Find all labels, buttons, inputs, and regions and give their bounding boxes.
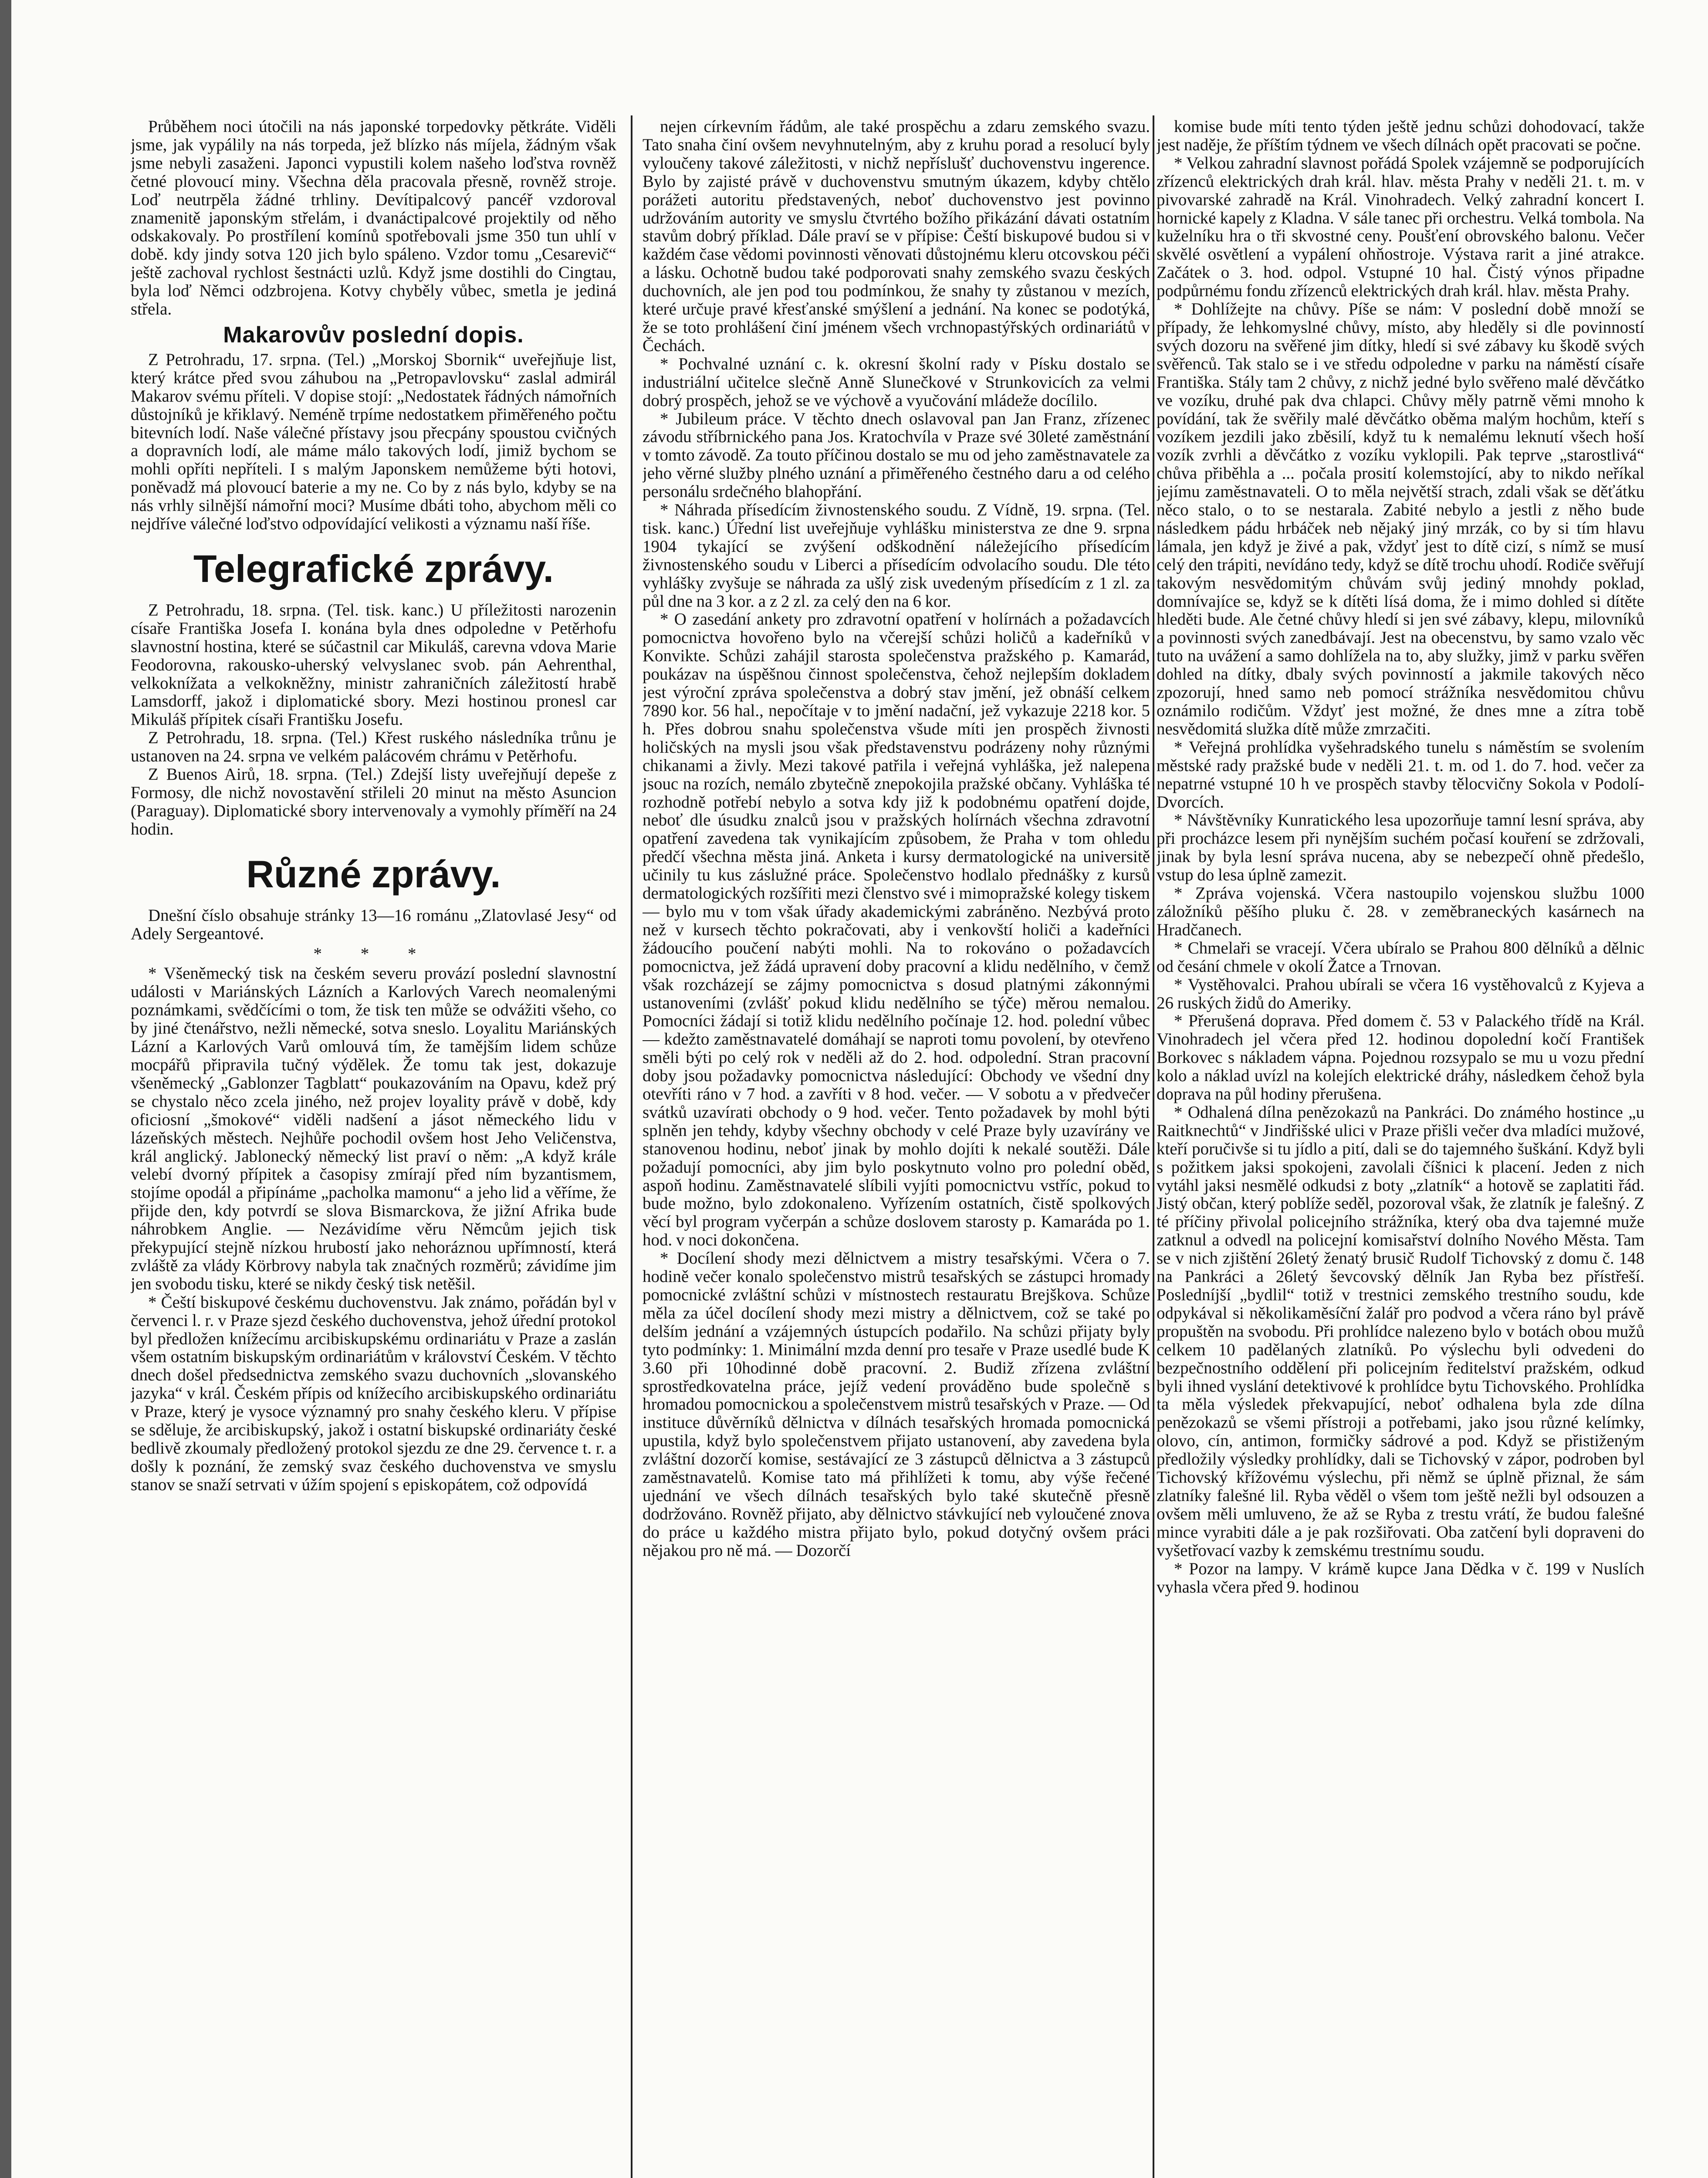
- article-commendation: * Pochvalné uznání c. k. okresní školní rady v Písku dostalo se industriální učitelce slečně Anně Slunečkové v Strunkovicích za velmi dobrý prospěch, jehož se ve výchově a vyučování mládeže docílilo.: [643, 354, 1150, 410]
- article-barbers-meeting: * O zasedání ankety pro zdravotní opatření v holírnách a požadavcích pomocnictva hovořeno bylo na včerejší schůzi holičů a kadeřníků v Konvikte. Schůzi zahájil starosta společenstva pražského p. Kamarád, poukázav na úspěšnou činnost společenstva, čehož nejlepším dokladem jest výroční zpráva společenstva a dobrý stav jmění, jež obnáší celkem 7890 kor. 56 hal., nepočítaje v to jmění nadační, jež vykazuje 2218 kor. 5 h. Přes dobrou snahu společenstva všude míti jen prospěch živnosti holičských na mysli jsou však představenstvu podrázeny nohy různými chikanami a živly. Mezi takové patřila i veřejná vyhláška, jež nalepena jsouc na rozích, nemálo zbytečně znepokojila pražské občany. Vyhláška té rozhodně potřebí nebylo a sotva kdy již k podobnému opatření dojde, neboť dle úsudku znalců jsou v pražských holírnách všechna zdravotní opatření zavedena tak vynikajícím způsobem, že Praha v tom ohledu předčí všechna města jiná. Anketa i kursy dermatologické na universitě učinily tu kus záslužné práce. Společenstvo hodlalo přednášky z kursů dermatologických rozšířiti mezi členstvo své i mimopražské kolegy tiskem — bylo mu v tom však úřady akademickými zabráněno. Nezbývá proto než v kursech těchto pokračovati, aby i venkovští holiči a kadeřníci žádoucího poučení nabýti mohli. Na to rokováno o požadavcích pomocnictva, jež žádá upravení doby pracovní a klidu nedělního, v čemž však rozcházejí se zájmy pomocnictva s dosud platnými zákonnými ustanoveními (zvlášť pokud klidu nedělního se týče) měrou nemalou. Pomocníci žádají si totiž klidu nedělního počínaje 12. hod. polední vůbec — kdežto zaměstnavatelé domáhají se naproti tomu povolení, by otevřeno směli býti po celý rok v neděli až do 2. hod. odpolední. Stran pracovní doby jsou požadavky pomocnictva následující: Obchody ve všední dny otevříti ráno v 7 hod. a zavříti v 8 hod. večer. — V sobotu a v předvečer svátků uzavírati obchody o 9 hod. večer. Tento požadavek by mohl býti splněn jen tehdy, kdyby všechny obchody v celé Praze byly uzavírány ve stanovenou hodinu, neboť jinak by mohlo dojíti k nekalé soutěži. Dále požadují pomocníci, aby jim bylo poskytnuto volno pro polední oběd, aspoň hodinu. Zaměstnavatelé slíbili vyjíti pomocnictvu vstříc, pokud to bude možno, bylo zdokonaleno. Vyřízením ostatních, čistě spolkových věcí byl program vyčerpán a schůze doslovem starosty p. Kamaráda po 1. hod. v noci dokončena.: [643, 610, 1150, 1250]
- article-carpenters-agreement: * Docílení shody mezi dělnictvem a mistry tesařskými. Včera o 7. hodině večer konalo společenstvo mistrů tesařských se zástupci hromady pomocnické zvláštní schůzi v místnostech restauratu Brejškova. Schůze měla za účel docílení shody mezi mistry a dělnictvem, což se také po delším jednání a vzájemných ústupcích podařilo. Na schůzi přijaty byly tyto podmínky: 1. Minimální mzda denní pro tesaře v Praze usedlé bude K 3.60 při 10hodinné době pracovní. 2. Budiž zřízena zvláštní sprostředkovatelna práce, jejíž vedení prováděno bude společně s hromadou pomocnickou a společenstvem mistrů tesařských v Praze. — Od instituce důvěrníků dělnictva v dílnách tesařských hromada pomocnická upustila, když bylo společenstvem přijato ustanovení, aby zavedena byla zvláštní dozorčí komise, sestávající ze 3 zástupců dělnictva a 3 zástupců zaměstnavatelů. Komise tato má přihlížeti k tomu, aby výše řečené ujednání ve všech dílnách tesařských bylo také skutečně přesně dodržováno. Rovněž přijato, aby dělnictvo stávkující neb vyloučené znova do práce u každého mistra přijato bylo, pokud dotyčný ovšem práci nějakou pro ně má. — Dozorčí: [643, 1249, 1150, 1560]
- article-garden-festival: * Velkou zahradní slavnost pořádá Spolek vzájemně se podporujících zřízenců elektrických drah král. hlav. města Prahy v neděli 21. t. m. v pivovarské zahradě na Král. Vinohradech. Velký zahradní koncert I. hornické kapely z Kladna. V sále tanec při orchestru. Velká tombola. Na kuželníku hra o tři skvostné ceny. Poušťení obrovského balonu. Večer skvělé osvětlení a vypálení ohňostroje. Výstava rarit a jiné atrakce. Začátek o 3. hod. odpol. Vstupné 10 hal. Čistý výnos připadne podpůrnému fondu zřízenců elektrických drah král. hlav. města Prahy.: [1157, 153, 1644, 301]
- heading-makarov-letter: Makarovův poslední dopis.: [223, 322, 524, 348]
- column-2: [643, 118, 1150, 2178]
- column-rule-2: [1153, 115, 1154, 2178]
- article-vysehrad-tunnel: * Veřejná prohlídka vyšehradského tunelu s náměstím se svolením městské rady pražské bude v neděli 21. t. m. od 1. do 7. hod. večer za nepatrné vstupné 10 h ve prospěch stavby tělocvičny Sokola v Podolí-Dvorcích.: [1157, 737, 1644, 812]
- article-cesarevic-report: Průběhem noci útočili na nás japonské torpedovky pětkráte. Viděli jsme, jak vypálily na nás torpeda, jež blízko nás míjela, žádným však jsme nebyli zasaženi. Japonci vypustili kolem našeho loďstva rovněž četné plovoucí miny. Všechna děla pracovala přesně, rovněž stroje. Loď neutrpěla žádné trhliny. Devítipalcový pancéř vzdoroval znamenitě japonským střelám, i dvanáctipalcové projektily od něho odskakovaly. Po prostřílení komínů spotřebovali jsme 350 tun uhlí v době. kdy jindy sotva 120 jich bylo spáleno. Vzdor tomu „Cesarevič“ ještě zachoval rychlost šestnácti uzlů. Když jsme dostihli do Cingtau, byla loď Němci odzbrojena. Kotvy chyběly vůbec, smetla je jediná střela.: [131, 118, 616, 319]
- article-military-news: * Zpráva vojenská. Včera nastoupilo vojenskou službu 1000 záložníků pěšího pluku č. 28. v zeměbraneckých kasárnech na Hradčanech.: [1157, 884, 1644, 939]
- article-nannies: * Dohlížejte na chůvy. Píše se nám: V poslední době množí se případy, že lehkomyslné chůvy, místo, aby hleděly si dle povinností svých dozoru na svěřené jim dítky, hledí si své zábavy ku škodě svých svěřenců. Tak stalo se i ve středu odpoledne v parku na náměstí císaře Františka. Stály tam 2 chůvy, z nichž jedné bylo svěřeno malé děvčátko ve vozíku, druhé pak dva chlapci. Chůvy měly patrně věmi mnoho k povídání, tak že svěřily malé děvčátko oběma malým hochům, kteří s vozíkem jezdili jako zběsilí, když tu k nemalému leknutí všech hoší vozík zvrhli a děvčátko z vozíku vyklopili. Pak teprve „starostlivá“ chůva přiběhla a ... počala prosití kolemstojící, aby to nikdo neříkal jejímu zaměstnavateli. O to měla největší strach, zdali však se děťátku něco stalo, o to se nestarala. Zabité nebylo a jestli z něho bude následkem pádu hrbáček neb nějaký jiný mrzák, co by si tím hlavu lámala, jen když je živé a pak, vždyť jest to dítě cizí, s nímž se musí celý den trápiti, nevídáno tedy, když se dítě trochu uhodí. Rodiče svěřují takovým nesvědomitým chůvám svůj jediný mnohdy poklad, domnívajíce se, když se k dítěti lísá doma, že i mimo dohled si dítěte hleděti bude. Ale četné chůvy hledí si jen své zábavy, klepu, milovníků a povinnosti svých zanedbávají. Jest na obecenstvu, by samo vzalo věc tuto na uvážení a samo dohlížela na to, aby služky, jimž v parku svěřen dohled na dítky, dbaly svých povinností a jakmile takových něco zpozorují, hned samo neb pomocí strážníka nesvědomitou chůvu oznámilo rodičům. Vždyť jest možné, že dnes mne a zítra tobě nesvědomitá služka dítě může zmrzačiti.: [1157, 300, 1644, 738]
- article-hop-pickers: * Chmelaři se vracejí. Včera ubíralo se Prahou 800 dělníků a dělnic od česání chmele v okolí Žatce a Trnovan.: [1157, 938, 1644, 976]
- article-pangerman-press: * Všeněmecký tisk na českém severu provází poslední slavnostní události v Mariánských Lázních a Karlových Varech neomalenými poznámkami, svědčícími o tom, že tisk ten může se odvážiti všeho, co by jiné čtenářstvo, nežli německé, sotva sneslo. Loyalitu Mariánských Lázní a Karlových Varů omlouvá tím, že tamějším lidem schůze mocpářů připravila tučný výdělek. Že tomu tak jest, dokazuje všeněmecký „Gablonzer Tagblatt“ poukazováním na Opavu, kdež prý se chystalo něco zcela jiného, než projev loyality právě v době, kdy oficiosní „šmokové“ viděli nadšení a jásot německého lidu v lázeňských městech. Nejhůře pochodil ovšem host Jeho Veličenstva, král anglický. Jablonecký německý list praví o něm: „A když krále velebí dvorný přípitek a časopisy zmírají před ním byzantismem, stojíme opodál a připínáme „pacholka mamonu“ a jeho lid a věříme, že přijde den, kdy potvrdí se slova Bismarckova, že jižní Afrika bude náhrobkem Anglie. — Nezávidíme věru Němcům jejich tisk překypující stejně nízkou hrubostí jako nehoráznou upřímností, která zvláště za vlády Körbrovy nabyla tak značných rozměrů; závidíme jim jen svobodu tisku, které se nikdy český tisk netěšil.: [131, 964, 616, 1293]
- article-czech-bishops: * Čeští biskupové českému duchovenstvu. Jak známo, pořádán byl v červenci l. r. v Praze sjezd českého duchovenstva, jehož úřední protokol byl předložen knížecímu arcibiskupskému ordinariátu v Praze a zaslán všem ostatním biskupským ordinariátům v království Českém. V těchto dnech došel předsednictva zemského svazu duchovních „slovanského jazyka“ v král. Českém přípis od knížecího arcibiskupského ordinariátu v Praze, který je vysoce významný pro snahy českého kleru. V přípise se sděluje, že arcibiskupský, jakož i ostatní biskupské ordinariáty české bedlivě zkoumaly předložený protokol sjezdu ze dne 29. července t. r. a došly k poznání, že zemský svaz českého duchovenstva ve smyslu stanov se snaží setrvati v úžím spojení s episkopátem, což odpovídá: [131, 1292, 616, 1494]
- article-kunratice-forest: * Návštěvníky Kunratického lesa upozorňuje tamní lesní správa, aby při procházce lesem při nynějším suchém počasí kouření se zdržovali, jinak by byla lesní správa nucena, aby se nebezpečí ohně předešlo, vstup do lesa úplně zamezit.: [1157, 811, 1644, 885]
- telegram-petrohrad-banquet: Z Petrohradu, 18. srpna. (Tel. tisk. kanc.) U příležitosti narozenin císaře Františka Josefa I. konána byla dnes odpoledne v Petěrhofu slavnostní hostina, které se súčastnil car Mikuláš, carevna vdova Marie Feodorovna, rakousko-uherský velvyslanec svob. pán Aehrenthal, velkoknížata a velkokněžny, ministr zahraničních záležitostí hrabě Lamsdorff, jakož i diplomatické sbory. Mezi hostinou pronesl car Mikuláš přípitek císaři Františku Josefu.: [131, 600, 616, 729]
- article-lamps-warning: * Pozor na lampy. V krámě kupce Jana Dědka v č. 199 v Nuslích vyhasla včera před 9. hodinou: [1157, 1559, 1644, 1596]
- column-1: [131, 118, 616, 2178]
- heading-telegraphic-news: Telegrafické zprávy.: [193, 547, 554, 590]
- notice-novel-pages: Dnešní číslo obsahuje stránky 13—16 románu „Zlatovlasé Jesy“ od Adely Sergeantové.: [131, 906, 616, 943]
- heading-various-news: Různé zprávy.: [246, 852, 501, 896]
- separator-asterisks: * * *: [313, 944, 434, 963]
- article-trade-court-compensation: * Náhrada přísedícím živnostenského soudu. Z Vídně, 19. srpna. (Tel. tisk. kanc.) Úřední list uveřejňuje vyhlášku ministerstva ze dne 9. srpna 1904 tykající se zvýšení odškodnění náležejícího přísedícím živnostenského soudu v Liberci a přísedícím odvolacího soudu. Dle této vyhlášky zvyšuje se náhrada za ušlý zisk uvedeným přísedícím z 1 zl. za půl dne na 3 kor. a z 2 zl. za celý den na 6 kor.: [643, 501, 1150, 611]
- column-rule-1: [631, 115, 632, 2178]
- article-commission-continued: komise bude míti tento týden ještě jednu schůzi dohodovací, takže jest naděje, že příštím týdnem ve všech dílnách opět pracovati se počne.: [1157, 118, 1644, 154]
- telegram-buenos-aires: Z Buenos Airů, 18. srpna. (Tel.) Zdejší listy uveřejňují depeše z Formosy, dle nichž novostavění střileli 20 minut na město Asuncion (Paraguay). Diplomatické sbory intervenovaly a vymohly příměří na 24 hodin.: [131, 765, 616, 839]
- column-3: [1157, 118, 1644, 2178]
- article-counterfeiters: * Odhalená dílna penězokazů na Pankráci. Do známého hostince „u Raitknechtů“ v Jindřišské ulici v Praze přišli večer dva mladíci mužové, kteří poručivše si tu jídlo a pití, dali se do tajemného šuškání. Když byli s požitkem jaksi spokojeni, zavolali číšnici k placení. Jeden z nich vytáhl jaksi nesmělé odkudsi z boty „zlatník“ a hotově se zaplatiti řád. Jistý občan, který poblíže seděl, pozoroval však, že zlatník je falešný. Z té příčiny přivolal policejního strážníka, který oba dva tajemné muže zatknul a odvedl na policejní komisařství dolního Nového Města. Tam se v nich zjištění 26letý ženatý brusič Rudolf Tichovský z domu č. 148 na Pankráci a 26letý ševcovský dělník Jan Ryba bez přístřeší. Posledníjší „bydlil“ totiž v trestnici zemského trestního soudu, kde odpykával si několikaměsíční žalář pro podvod a včera ráno byl právě propuštěn na svobodu. Při prohlídce nalezeno bylo v botách obou mužů celkem 10 padělaných zlatníků. Po výslechu byli odvedeni do bezpečnostního oddělení při policejním ředitelství pražském, odkud byli ihned vyslání detektivové k prohlídce bytu Tichovského. Prohlídka ta měla výsledek překvapující, neboť odhalena byla zde dílna penězokazů se všemi přístroji a potřebami, jako jsou různé kelímky, olovo, cín, antimon, formičky sádrové a pod. Když se přistiženým předložily výsledky prohlídky, dali se Tichovský v zápor, podroben byl Tichovský křížovému výslechu, při němž se úplně přiznal, že sám zlatníky falešné lil. Ryba věděl o všem tom ještě nežli byl odsouzen a ovšem měli umluveno, že až se Ryba z trestu vrátí, že budou falešné mince vyrabiti dále a je pak rozšiřovati. Oba zatčení byli dopraveni do vyšetřovací vazby k zemskému trestnímu soudu.: [1157, 1103, 1644, 1560]
- article-emigrants: * Vystěhovalci. Prahou ubírali se včera 16 vystěhovalců z Kyjeva a 26 ruských židů do Ameriky.: [1157, 975, 1644, 1012]
- article-traffic-interrupted: * Přerušená doprava. Před domem č. 53 v Palackého třídě na Král. Vinohradech jel včera před 12. hodinou dopolední kočí František Borkovec s nákladem vápna. Pojednou rozsypalo se mu u vozu přední kolo a náklad uvízl na kolejích elektrické dráhy, následkem čehož byla doprava na půl hodiny přerušena.: [1157, 1011, 1644, 1104]
- article-work-jubilee: * Jubileum práce. V těchto dnech oslavoval pan Jan Franz, zřízenec závodu stříbrnického pana Jos. Kratochvíla v Praze své 30leté zaměstnání v tomto závodě. Za touto příčinou dostalo se mu od jeho zaměstnavatele za jeho věrné služby plného uznání a přiměřeného čestného daru a od celého personálu srdečného blahopřání.: [643, 409, 1150, 501]
- telegram-petrohrad-baptism: Z Petrohradu, 18. srpna. (Tel.) Křest ruského následníka trůnu je ustanoven na 24. srpna ve velkém palácovém chrámu v Petěrhofu.: [131, 728, 616, 766]
- article-bishops-continued: nejen církevním řádům, ale také prospěchu a zdaru zemského svazu. Tato snaha činí ovšem nevyhnutelným, aby z kruhu porad a resolucí byly vyloučeny takové záležitosti, v nichž nepříslušť duchovenstvu ingerence. Bylo by zajisté právě v duchovenstvu smutným úkazem, kdyby chtělo porážeti autoritu představených, neboť duchovenstvo jest povinno udržováním autority ve smyslu čtvrtého božího přikázání dávati ostatním stavům dobrý příklad. Dále praví se v přípise: Čeští biskupové budou si v každém čase vědomi povinnosti věnovati důstojnému kleru otcovskou péči a lásku. Ochotně budou také podporovati snahy zemského svazu českých duchovních, ale jen pod tou podmínkou, že snahy ty zůstanou v mezích, které určuje pravé křesťanské smýšlení a jednání. Na konec se podotýká, že se toto prohlášení činí jménem všech vrchnopastýřských ordinariátů v Čechách.: [643, 118, 1150, 355]
- scan-edge: [0, 0, 11, 2178]
- article-makarov-letter: Z Petrohradu, 17. srpna. (Tel.) „Morskoj Sbornik“ uveřejňuje list, který krátce před svou záhubou na „Petropavlovsku“ zaslal admirál Makarov svému příteli. V dopise stojí: „Nedostatek řádných námořních důstojníků je křiklavý. Neméně trpíme nedostatkem přiměřeného počtu bitevních lodí. Naše válečné přístavy jsou přecpány spoustou cvičných a dopravních lodí, ale máme málo takových lodí, jimiž bychom se mohli opříti nepříteli. I s malým Japonskem nemůžeme býti hotovi, poněvadž má plovoucí baterie a my ne. Co by z nás bylo, kdyby se na nás vrhly silnější námořní moci? Musíme dbáti toho, abychom měli co nejdříve válečné loďstvo odpovídající velikosti a významu naší říše.: [131, 350, 616, 534]
